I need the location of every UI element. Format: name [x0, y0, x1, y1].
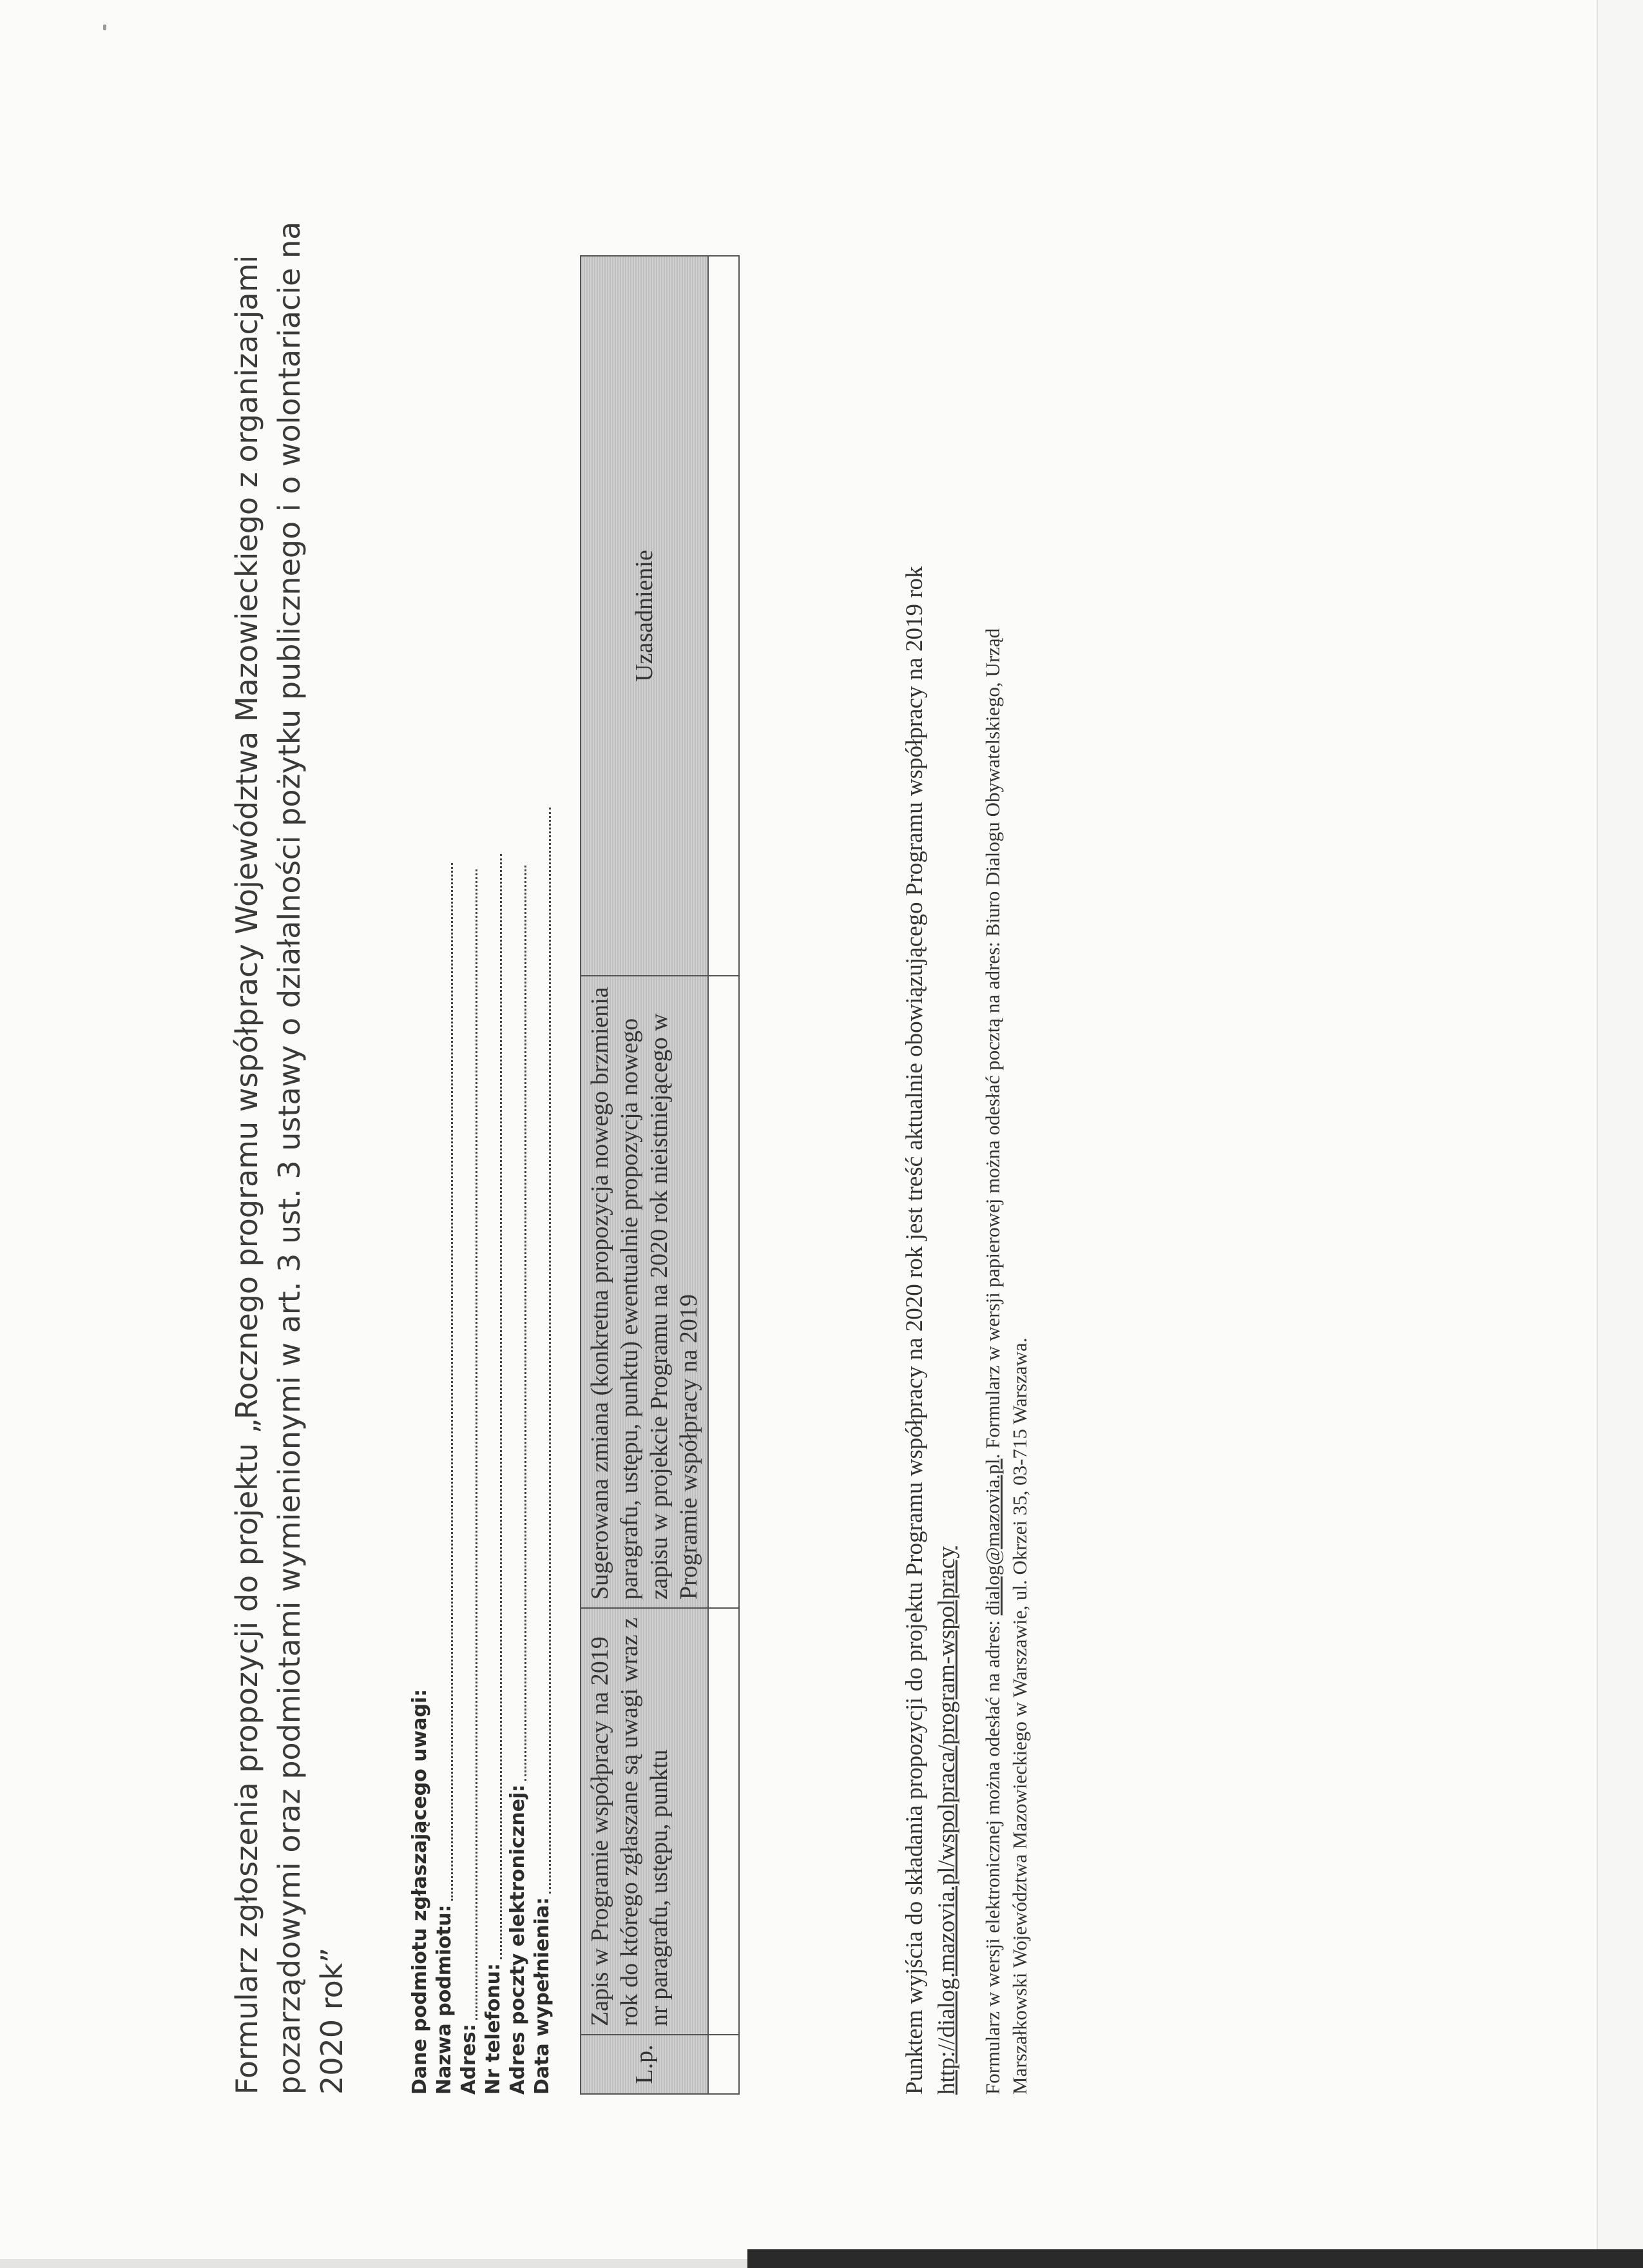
field-fill-line[interactable] [434, 863, 453, 1901]
field-email[interactable] [506, 808, 530, 2095]
table-header-row [581, 256, 708, 2094]
field-address[interactable] [457, 808, 481, 2095]
table-row [708, 256, 739, 2094]
submission-note [979, 612, 1033, 2095]
header-justification: Uzasadnienie [581, 256, 708, 976]
cell-suggested-change[interactable] [708, 976, 739, 1608]
cell-lp[interactable] [708, 2035, 739, 2094]
field-entity-name[interactable] [432, 808, 457, 2095]
field-label: Nr telefonu: [482, 1963, 504, 2095]
program-link[interactable]: http://dialog.mazovia.pl/wspolpraca/program-wspolpracy [934, 1546, 960, 2095]
scan-bottom-margin [0, 2259, 747, 2268]
program-note [899, 548, 963, 2095]
field-label: Nazwa podmiotu: [433, 1905, 456, 2095]
header-suggested-change: Sugerowana zmiana (konkretna propozycja nowego brzmienia paragrafu, ustępu, punktu) ewentualnie propozycja nowego zapisu w projekcie Programu na 2020 rok nieistniejącego w Programie współpracy na 2019 [581, 976, 708, 1608]
field-fill-line[interactable] [483, 854, 502, 1959]
field-label: Data wypełnienia: [531, 1897, 553, 2095]
field-fill-line[interactable] [508, 866, 526, 1781]
field-label: Adres poczty elektronicznej: [506, 1784, 529, 2095]
scan-page-edge [1597, 0, 1643, 2268]
entity-data-section [408, 808, 555, 2095]
proposals-table [580, 255, 740, 2095]
header-current-text: Zapis w Programie współpracy na 2019 rok do którego zgłaszane są uwagi wraz z nr paragrafu, ustępu, punktu [581, 1608, 708, 2035]
entity-data-heading: Dane podmiotu zgłaszającego uwagi: [408, 1689, 431, 2095]
field-phone[interactable] [481, 808, 506, 2095]
document-title: Formularz zgłoszenia propozycji do projektu „Rocznego programu współpracy Województwa Mazowieckiego z organizacjami pozarządowymi oraz podmiotami wymienionymi w art. 3 ust. 3 ustawy o działalności pożytku publicznego i o wolontariacie na 2020 rok” [229, 221, 349, 2095]
header-lp: L.p. [581, 2035, 708, 2094]
scan-bottom-edge [747, 2249, 1643, 2268]
field-label: Adres: [457, 2024, 480, 2095]
field-date[interactable] [530, 808, 555, 2095]
rotated-document-page [226, 187, 1128, 2095]
cell-current-text[interactable] [708, 1608, 739, 2035]
field-fill-line[interactable] [459, 869, 477, 2020]
field-fill-line[interactable] [532, 808, 551, 1894]
submission-text-end: . Formularz w wersji papierowej można odesłać pocztą na adres: Biuro Dialogu Obywatelskiego, Urząd Marszałkowski Województwa Mazowieckiego w Warszawie, ul. Okrzei 35, 03-715 Warszawa. [981, 628, 1031, 2095]
submission-text-start: Formularz w wersji elektronicznej można odesłać na adres: [981, 1615, 1004, 2095]
program-note-text: Punktem wyjścia do składania propozycji do projektu Programu współpracy na 2020 rok jest treść aktualnie obowiązującego Programu współpracy na 2019 rok [901, 566, 928, 2095]
cell-justification[interactable] [708, 256, 739, 976]
email-link[interactable]: dialog@mazovia.pl [981, 1459, 1004, 1616]
scan-speck [103, 24, 106, 30]
